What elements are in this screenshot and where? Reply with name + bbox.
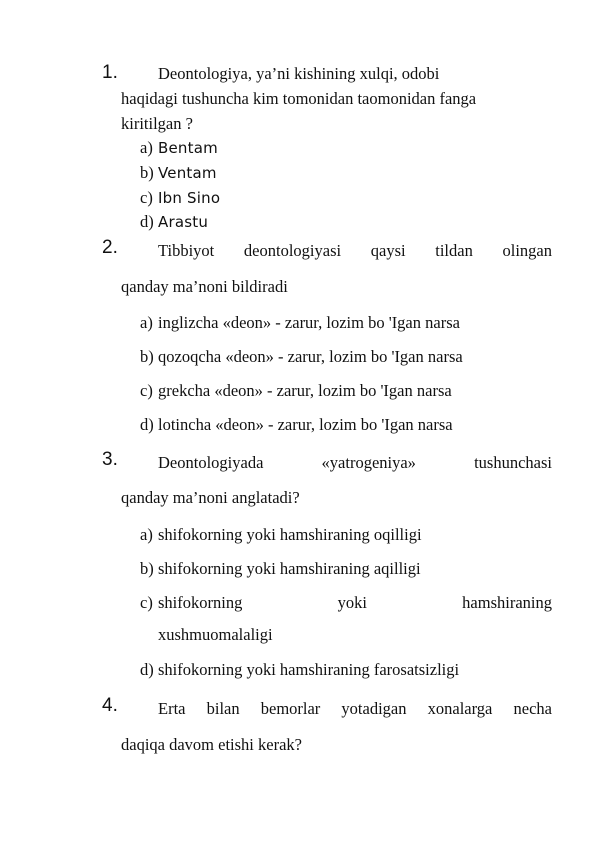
question-number: 2. (102, 237, 118, 258)
question-number: 1. (102, 62, 118, 83)
answer-option-b[interactable] (140, 559, 421, 579)
option-letter: d) (140, 660, 154, 679)
question-text-line: kiritilgan ? (121, 114, 193, 133)
option-text: shifokorning yoki hamshiraning farosatsizligi (158, 660, 460, 679)
option-letter: b) (140, 163, 154, 182)
answer-option-a[interactable] (140, 525, 422, 545)
question-text-line: Deontologiyada «yatrogeniya» tushunchasi (158, 453, 552, 472)
option-text: grekcha «deon» - zarur, lozim bo 'Igan narsa (158, 381, 452, 400)
answer-option-d[interactable] (140, 212, 208, 232)
option-text: Arastu (158, 213, 209, 231)
option-text: lotincha «deon» - zarur, lozim bo 'Igan narsa (158, 415, 453, 434)
option-text: shifokorning yoki hamshiraning (158, 593, 552, 612)
question-text-line: Tibbiyot deontologiyasi qaysi tildan olingan (158, 241, 552, 260)
answer-option-d[interactable] (140, 415, 453, 435)
option-text: inglizcha «deon» - zarur, lozim bo 'Igan narsa (158, 313, 460, 332)
option-text: shifokorning yoki hamshiraning aqilligi (158, 559, 421, 578)
option-letter: c) (140, 381, 153, 400)
option-letter: c) (140, 188, 153, 207)
option-letter: d) (140, 415, 154, 434)
answer-option-b[interactable] (140, 163, 217, 183)
option-letter: c) (140, 593, 153, 612)
option-text-continued: xushmuomalaligi (158, 625, 273, 644)
option-letter: a) (140, 525, 153, 544)
option-text: Bentam (158, 139, 218, 157)
question-number: 4. (102, 695, 118, 716)
question-number: 3. (102, 449, 118, 470)
option-letter: d) (140, 212, 154, 231)
answer-option-d[interactable] (140, 660, 459, 680)
option-text: qozoqcha «deon» - zarur, lozim bo 'Igan narsa (158, 347, 463, 366)
option-letter: a) (140, 313, 153, 332)
option-letter: b) (140, 559, 154, 578)
option-letter: b) (140, 347, 154, 366)
question-text-line: qanday ma’noni bildiradi (121, 277, 288, 296)
option-text: shifokorning yoki hamshiraning oqilligi (158, 525, 422, 544)
question-text-line: daqiqa davom etishi kerak? (121, 735, 302, 754)
option-text: Ibn Sino (158, 189, 221, 207)
answer-option-c[interactable] (140, 593, 552, 644)
question-text-line: haqidagi tushuncha kim tomonidan taomonidan fanga (121, 89, 477, 108)
answer-option-c[interactable] (140, 188, 220, 208)
answer-option-b[interactable] (140, 347, 463, 367)
answer-option-a[interactable] (140, 313, 460, 333)
answer-option-c[interactable] (140, 381, 452, 401)
option-letter: a) (140, 138, 153, 157)
question-text-line: Erta bilan bemorlar yotadigan xonalarga necha (158, 699, 552, 718)
question-text-line: qanday ma’noni anglatadi? (121, 488, 300, 507)
option-text: Ventam (158, 164, 217, 182)
answer-option-a[interactable] (140, 138, 218, 158)
question-text-line: Deontologiya, ya’ni kishining xulqi, odobi (158, 64, 440, 83)
